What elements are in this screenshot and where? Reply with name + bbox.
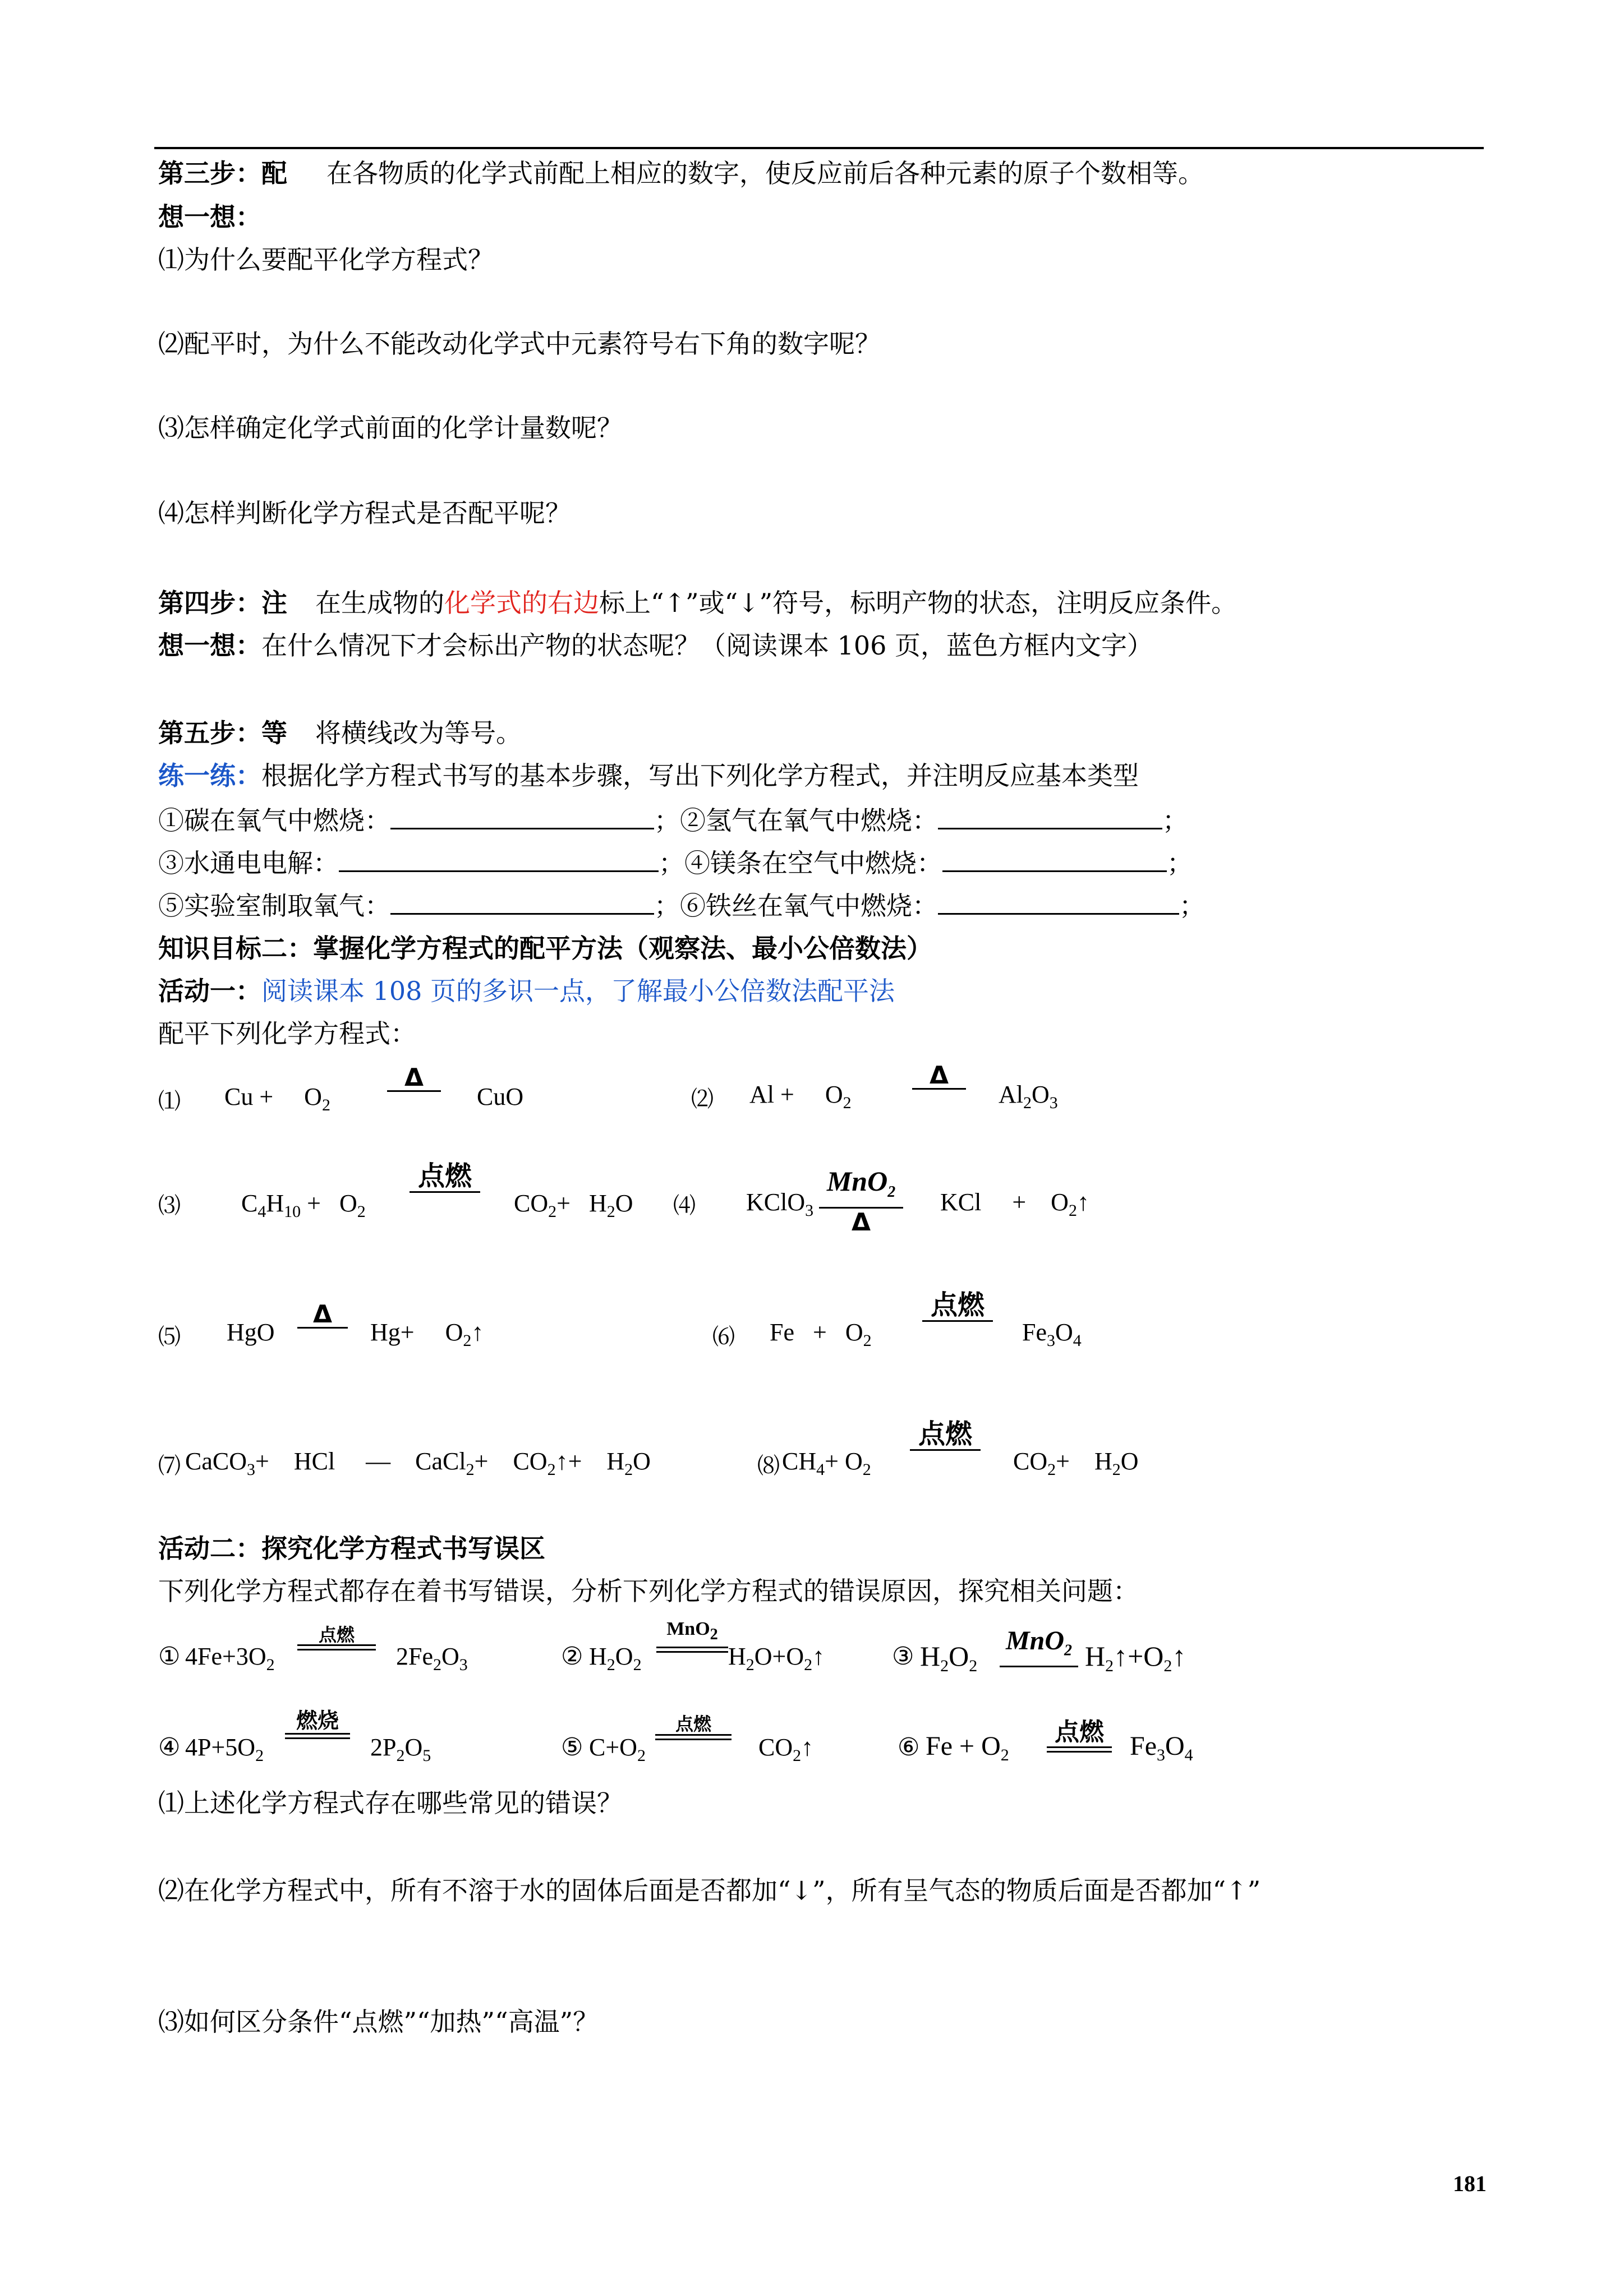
err6-left: $Fe + O_2$ — [926, 1731, 1009, 1764]
err5-left: $C+O_2$ — [589, 1733, 646, 1765]
step3-text: 在各物质的化学式前配上相应的数字，使反应前后各种元素的原子个数相等。 — [326, 158, 1204, 188]
catalyst-subscript: 2 — [1064, 1642, 1073, 1659]
eq8-condition — [910, 1419, 981, 1451]
think1-label: 想一想： — [158, 202, 261, 232]
question-3: ⑶怎样确定化学式前面的化学计量数呢？ — [158, 413, 623, 443]
ignite-label: 点燃 — [318, 1624, 355, 1645]
practice-item-3: ③水通电电解： — [158, 848, 339, 878]
err6-condition — [1047, 1718, 1112, 1753]
err5-condition — [655, 1714, 732, 1740]
heat-symbol: Δ — [404, 1063, 424, 1092]
catalyst-subscript: 2 — [887, 1183, 896, 1201]
err3-label: ③ — [892, 1642, 914, 1671]
err4-right: $2P_2O_5$ — [370, 1733, 431, 1765]
eq2-condition — [912, 1063, 966, 1090]
step3-label: 第三步：配 — [158, 158, 287, 188]
ignite-label: 点燃 — [918, 1418, 972, 1450]
eq6-right: $Fe_3O_4$ — [1022, 1318, 1082, 1350]
catalyst-text: MnO$_2$ — [826, 1165, 896, 1201]
eq3-left: $C_4H_{10} + O_2$ — [241, 1190, 366, 1221]
activity1-text: 阅读课本 108 页的多识一点，了解最小公倍数法配平法 — [261, 976, 895, 1006]
question-4: ⑷怎样判断化学方程式是否配平呢？ — [158, 498, 571, 528]
eq6-left: $Fe + O_2$ — [770, 1318, 872, 1350]
err1-right: $2Fe_2O_3$ — [396, 1643, 468, 1674]
burn-label: 燃烧 — [296, 1708, 339, 1733]
step5-line — [158, 718, 522, 749]
err6-label: ⑥ — [898, 1733, 920, 1762]
step3-line — [158, 158, 1204, 189]
activity2-heading: 活动二：探究化学方程式书写误区 — [158, 1533, 545, 1564]
eq4-label: ⑷ — [673, 1193, 696, 1218]
step4-label: 第四步：注 — [158, 588, 287, 618]
err5-right: $CO_2↑$ — [758, 1733, 814, 1765]
err1-condition — [297, 1625, 376, 1650]
eq6-condition — [922, 1290, 993, 1322]
catalyst-subscript: 2 — [710, 1625, 718, 1643]
err6-right: $Fe_3O_4$ — [1130, 1731, 1193, 1764]
activity1-line — [158, 976, 895, 1007]
act2-question-3: ⑶如何区分条件“点燃”“加热”“高温”？ — [158, 2007, 599, 2037]
goal2-heading: 知识目标二：掌握化学方程式的配平方法（观察法、最小公倍数法） — [158, 933, 932, 963]
eq2-left: Al + $O_2$ — [749, 1081, 852, 1112]
eq7-body: CaCO$_3$+ HCl — CaCl$_2$+ $CO_2↑+$ $H_2O$ — [185, 1447, 651, 1479]
eq4-right: KCl + $O_2↑$ — [940, 1188, 1089, 1220]
answer-blank-5[interactable] — [390, 888, 654, 915]
page-number: 181 — [1453, 2171, 1487, 2196]
err4-label: ④ — [158, 1733, 181, 1762]
eq8-right: $CO_2+$ $H_2O$ — [1013, 1447, 1139, 1479]
heat-symbol: Δ — [312, 1300, 333, 1329]
eq5-left: HgO — [227, 1318, 275, 1346]
eq3-condition — [410, 1161, 480, 1193]
step4-post: 标上“↑”或“↓”符号，标明产物的状态，注明反应条件。 — [599, 588, 1237, 618]
practice-item-5: ⑤实验室制取氧气： — [158, 891, 390, 921]
practice-text: 根据化学方程式书写的基本步骤，写出下列化学方程式，并注明反应基本类型 — [261, 760, 1139, 791]
answer-blank-4[interactable] — [942, 846, 1167, 872]
eq8-label: ⑻ — [757, 1453, 780, 1478]
practice-end-2: ； — [1167, 848, 1193, 878]
err4-left: $4P+5O_2$ — [185, 1733, 264, 1765]
activity2-intro: 下列化学方程式都存在着书写错误，分析下列化学方程式的错误原因，探究相关问题： — [158, 1576, 1139, 1606]
question-1: ⑴为什么要配平化学方程式？ — [158, 245, 494, 275]
practice-row-3 — [158, 888, 1205, 921]
err2-right: $H_2O+O_2↑$ — [728, 1643, 825, 1674]
err3-left: $H_2O_2$ — [920, 1640, 978, 1675]
catalyst-text: MnO$_2$ — [1005, 1626, 1073, 1659]
ignite-label: 点燃 — [675, 1713, 711, 1735]
eq6-label: ⑹ — [712, 1324, 735, 1349]
eq3-label: ⑶ — [158, 1193, 181, 1218]
err2-left: $H_2O_2$ — [589, 1643, 642, 1674]
catalyst-text: MnO$_2$ — [666, 1619, 718, 1643]
answer-blank-6[interactable] — [938, 888, 1179, 915]
practice-end-3: ； — [1179, 891, 1205, 921]
catalyst-label — [656, 1617, 728, 1647]
eq2-label: ⑵ — [691, 1086, 714, 1112]
balance-intro: 配平下列化学方程式： — [158, 1018, 416, 1049]
step4-line — [158, 588, 1237, 619]
eq5-condition — [297, 1302, 348, 1329]
practice-line — [158, 760, 1139, 791]
err1-left: $4Fe+3O_2$ — [185, 1643, 275, 1674]
answer-blank-1[interactable] — [390, 803, 654, 829]
act2-question-2: ⑵在化学方程式中，所有不溶于水的固体后面是否都加“↓”，所有呈气态的物质后面是否都加“↑” — [158, 1875, 1261, 1906]
eq1-condition — [387, 1063, 441, 1092]
practice-row-1 — [158, 803, 1188, 836]
catalyst-label — [1000, 1626, 1078, 1666]
practice-item-6: ；⑥铁丝在氧气中燃烧： — [654, 891, 938, 921]
eq5-label: ⑸ — [158, 1324, 181, 1349]
practice-item-2: ；②氢气在氧气中燃烧： — [654, 805, 938, 836]
eq2-right: $Al_2O_3$ — [999, 1081, 1058, 1112]
answer-blank-3[interactable] — [339, 846, 659, 872]
err4-equals — [285, 1733, 350, 1739]
step5-text: 将横线改为等号。 — [315, 718, 522, 748]
err1-label: ① — [158, 1642, 181, 1671]
err3-condition — [1000, 1626, 1078, 1667]
err3-line — [1000, 1666, 1078, 1667]
catalyst-label — [819, 1167, 903, 1207]
practice-item-1: ①碳在氧气中燃烧： — [158, 805, 390, 836]
heat-symbol: Δ — [929, 1061, 949, 1090]
eq4-condition — [819, 1167, 903, 1237]
eq1-label: ⑴ — [158, 1089, 181, 1114]
eq7-label: ⑺ — [158, 1453, 181, 1478]
practice-end-1: ； — [1162, 805, 1188, 836]
think2-label: 想一想： — [158, 630, 261, 661]
eq1-right: CuO — [477, 1083, 524, 1110]
err3-right: $H_2↑+O_2↑$ — [1085, 1640, 1186, 1675]
err5-equals — [655, 1734, 732, 1740]
ignite-label: 点燃 — [417, 1160, 472, 1192]
err6-equals — [1047, 1746, 1112, 1753]
ignite-label: 点燃 — [1055, 1718, 1104, 1746]
practice-item-4: ；④镁条在空气中燃烧： — [659, 848, 942, 878]
question-2: ⑵配平时，为什么不能改动化学式中元素符号右下角的数字呢？ — [158, 329, 881, 359]
eq3-right: $CO_2+ H_2O$ — [514, 1190, 633, 1221]
practice-row-2 — [158, 846, 1193, 879]
eq1-left: Cu + $O_2$ — [224, 1083, 330, 1114]
heat-symbol: Δ — [851, 1208, 871, 1237]
err4-condition — [285, 1708, 350, 1739]
err2-condition — [656, 1617, 728, 1653]
think2-text: 在什么情况下才会标出产物的状态呢？（阅读课本 106 页，蓝色方框内文字） — [261, 630, 1153, 661]
step4-pre: 在生成物的 — [315, 588, 444, 618]
answer-blank-2[interactable] — [938, 803, 1162, 829]
eq8-left: $CH_4+ O_2$ — [782, 1447, 871, 1479]
eq4-left: KClO$_3$ — [746, 1188, 814, 1220]
err2-label: ② — [561, 1642, 583, 1671]
act2-question-1: ⑴上述化学方程式存在哪些常见的错误？ — [158, 1788, 623, 1818]
activity1-label: 活动一： — [158, 976, 261, 1006]
err5-label: ⑤ — [561, 1733, 583, 1762]
top-rule — [154, 147, 1484, 149]
err2-equals — [656, 1647, 728, 1653]
eq5-right: Hg+ $O_2↑$ — [370, 1318, 484, 1350]
step4-highlight: 化学式的右边 — [444, 588, 599, 618]
step5-label: 第五步：等 — [158, 718, 287, 748]
practice-label: 练一练： — [158, 760, 261, 791]
ignite-label: 点燃 — [930, 1289, 984, 1321]
think2-line — [158, 630, 1153, 661]
